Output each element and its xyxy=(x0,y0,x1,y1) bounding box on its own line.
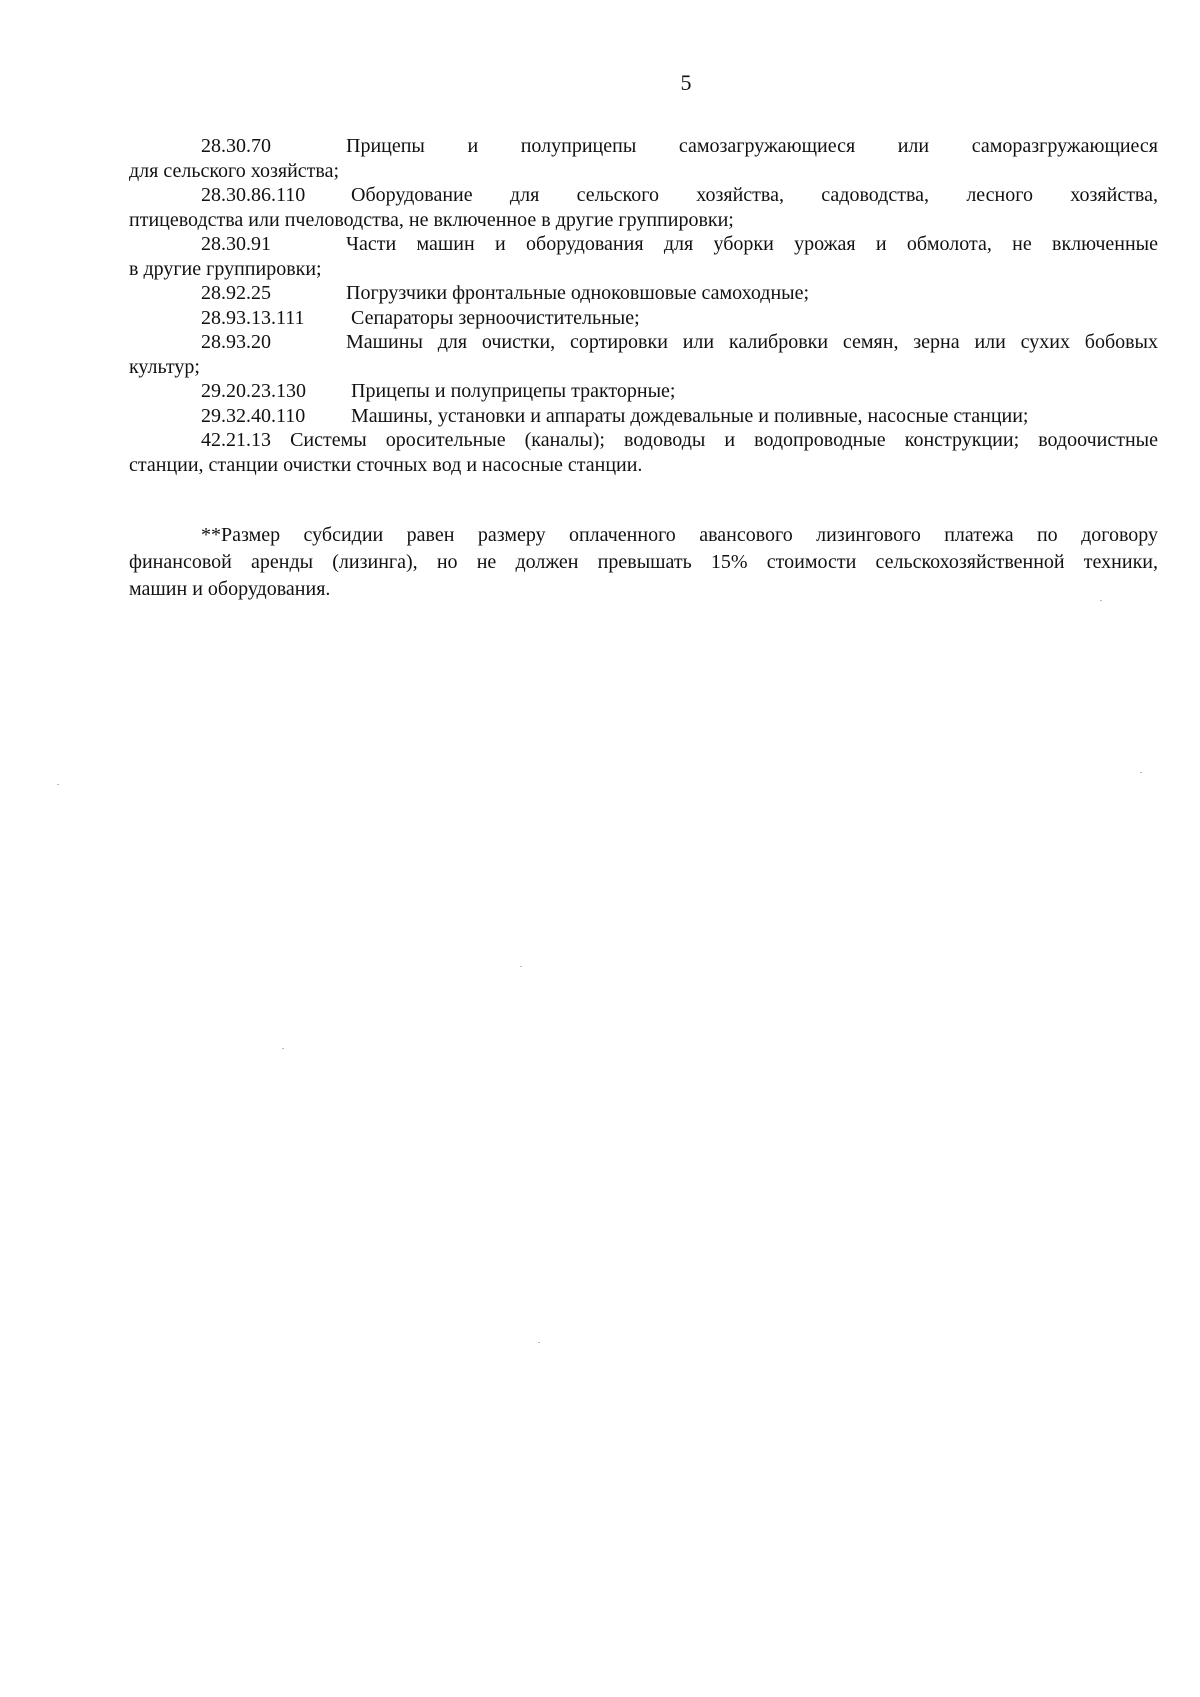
scan-speck xyxy=(520,966,522,967)
item-description-continuation: культур; xyxy=(129,355,200,378)
item-description: Оборудование для сельского хозяйства, садоводства, лесного хозяйства, xyxy=(351,184,1158,206)
okpd-code: 28.30.70 xyxy=(201,135,271,157)
item-description-continuation: птицеводства или пчеловодства, не включенное в другие группировки; xyxy=(129,208,734,231)
okpd-code-list xyxy=(129,134,1158,477)
item-description: Погрузчики фронтальные одноковшовые самоходные; xyxy=(346,282,810,304)
item-description: Прицепы и полуприцепы тракторные; xyxy=(351,380,676,402)
item-description: Прицепы и полуприцепы самозагружающиеся или саморазгружающиеся xyxy=(346,135,1158,157)
okpd-code: 28.30.91 xyxy=(201,233,271,255)
item-description: 42.21.13 Системы оросительные (каналы); водоводы и водопроводные конструкции; водоочистные xyxy=(201,429,1158,451)
okpd-code: 28.93.20 xyxy=(201,331,271,353)
scan-speck xyxy=(1100,600,1102,601)
footnote-line: финансовой аренды (лизинга), но не должен превышать 15% стоимости сельскохозяйственной техники, xyxy=(129,551,1158,573)
scan-speck xyxy=(282,1048,284,1049)
list-item xyxy=(129,404,1158,429)
list-item xyxy=(129,281,1158,306)
list-item xyxy=(129,183,1158,232)
list-item xyxy=(129,134,1158,183)
list-item xyxy=(129,330,1158,379)
footnote xyxy=(129,522,1158,603)
item-description-continuation: станции, станции очистки сточных вод и насосные станции. xyxy=(129,453,643,476)
item-description-continuation: в другие группировки; xyxy=(129,257,322,280)
item-description: Машины, установки и аппараты дождевальные и поливные, насосные станции; xyxy=(351,404,1029,427)
okpd-code: 29.32.40.110 xyxy=(201,404,306,427)
footnote-line: машин и оборудования. xyxy=(129,578,331,600)
scan-speck xyxy=(1140,772,1142,773)
footnote-line: **Размер субсидии равен размеру оплаченного авансового лизингового платежа по договору xyxy=(201,524,1158,546)
okpd-code: 29.20.23.130 xyxy=(201,380,306,402)
item-description: Сепараторы зерноочистительные; xyxy=(351,306,640,329)
item-description: Машины для очистки, сортировки или калибровки семян, зерна или сухих бобовых xyxy=(346,331,1158,353)
list-item xyxy=(129,232,1158,281)
okpd-code: 28.30.86.110 xyxy=(201,184,306,206)
scan-speck xyxy=(538,1342,540,1343)
item-description: Части машин и оборудования для уборки урожая и обмолота, не включенные xyxy=(346,233,1158,255)
okpd-code: 28.92.25 xyxy=(201,282,271,304)
item-description-continuation: для сельского хозяйства; xyxy=(129,159,340,182)
page-number: 5 xyxy=(680,70,692,95)
list-item xyxy=(129,428,1158,477)
list-item xyxy=(129,306,1158,331)
scan-speck xyxy=(57,784,59,785)
okpd-code: 28.93.13.111 xyxy=(201,306,305,329)
list-item xyxy=(129,379,1158,404)
